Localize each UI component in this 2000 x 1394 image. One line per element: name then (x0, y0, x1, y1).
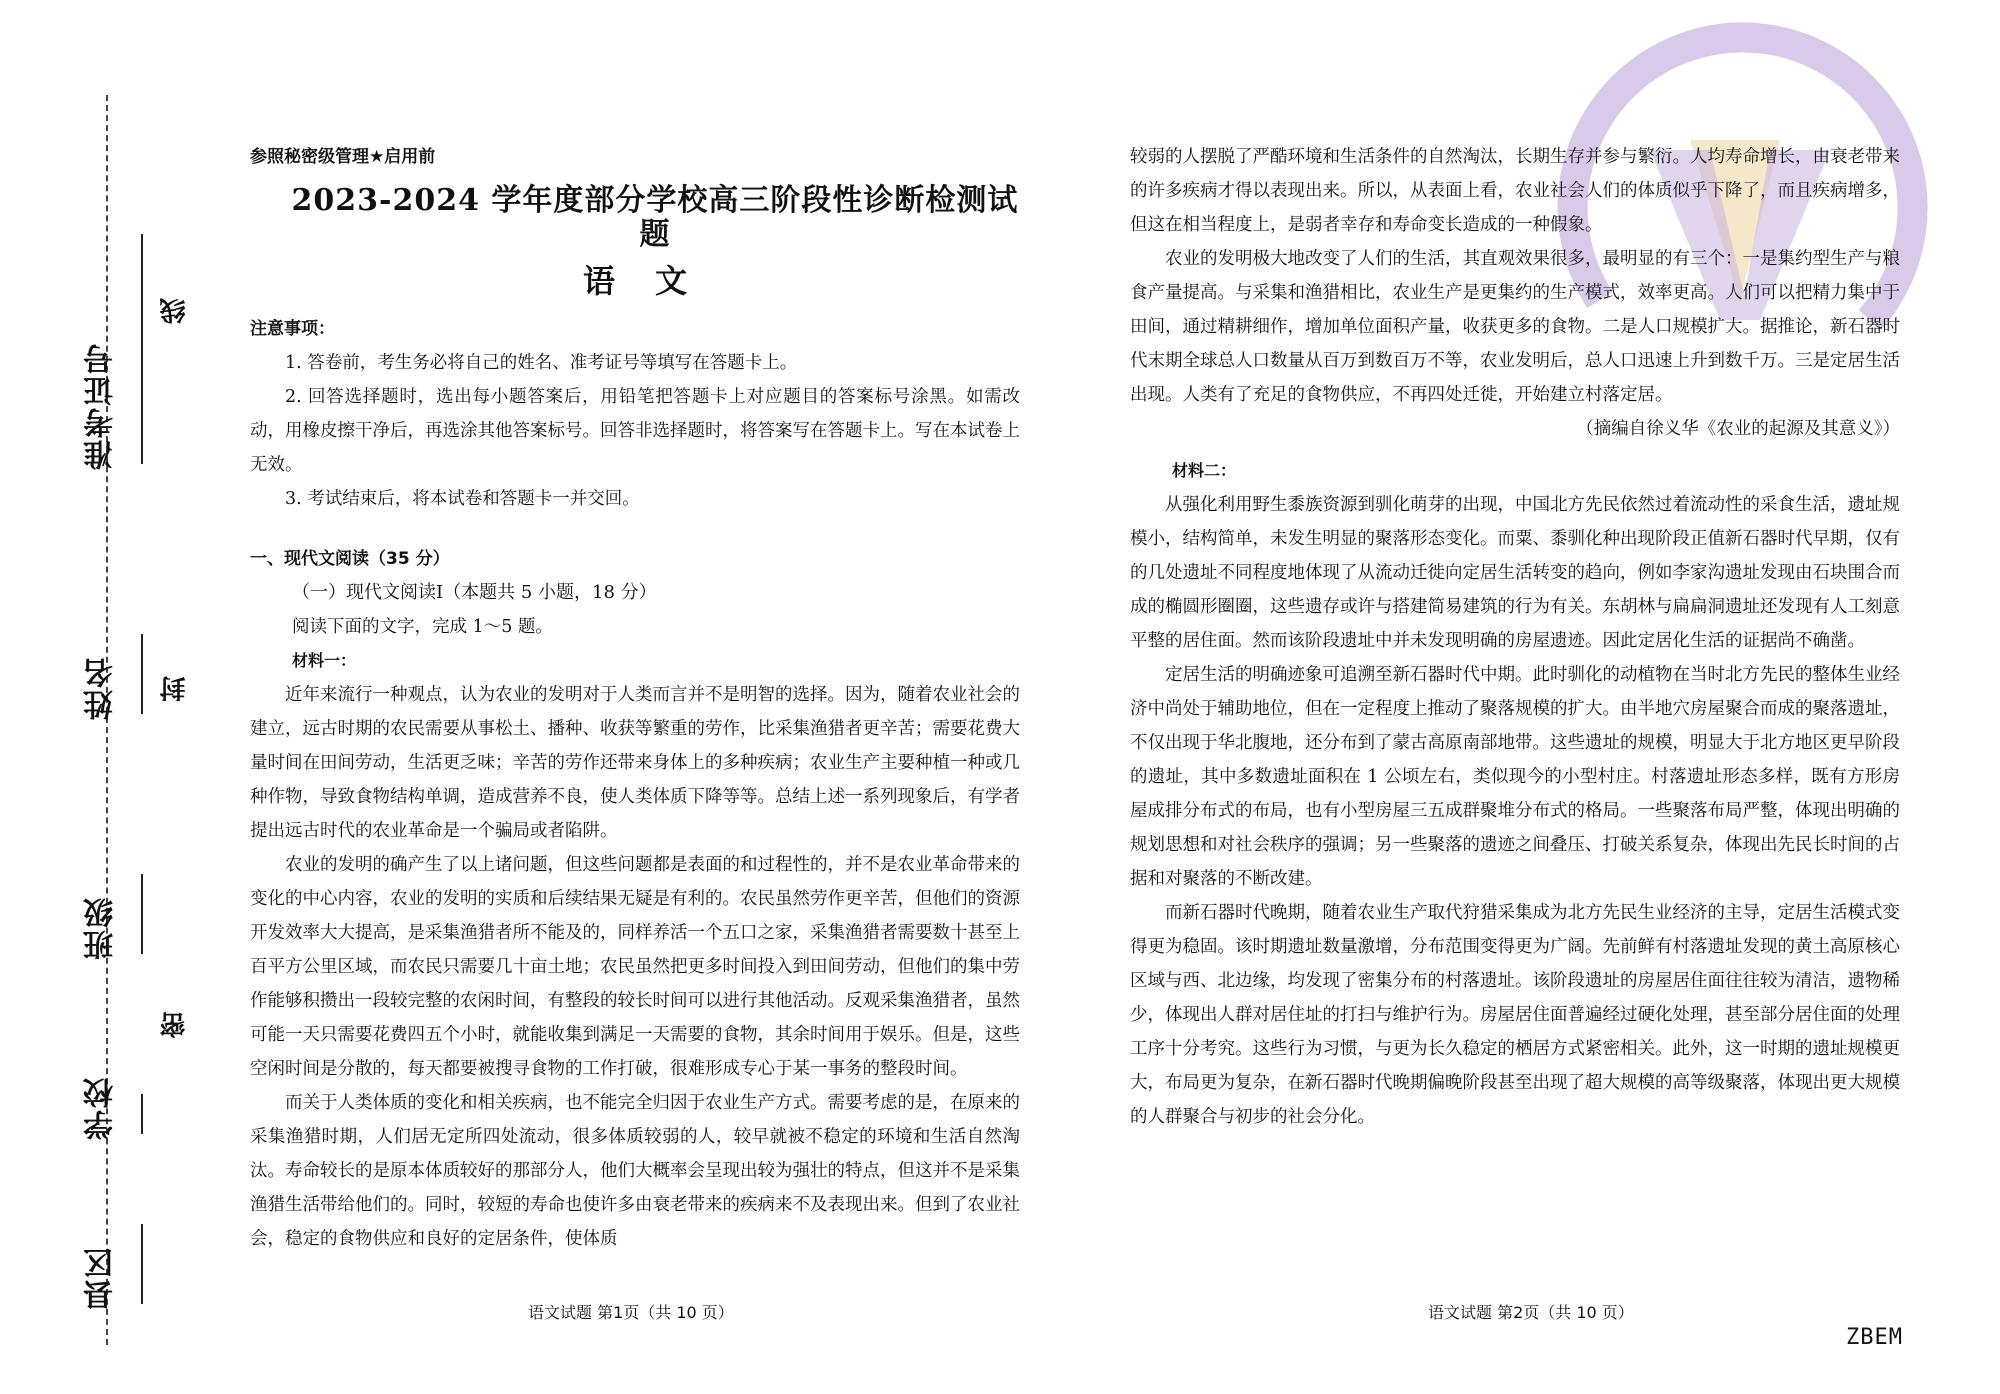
notice-item: 1. 答卷前，考生务必将自己的姓名、准考证号等填写在答题卡上。 (285, 353, 798, 373)
reading-instruction: 阅读下面的文字，完成 1～5 题。 (292, 617, 553, 637)
seal-mark-line: 线 (160, 298, 190, 324)
page-footer-left: 语文试题 第1页（共 10 页） (528, 1303, 734, 1322)
field-name-blank[interactable] (141, 634, 143, 714)
page-left (250, 130, 1020, 1256)
notice-item: 3. 考试结束后，将本试卷和答题卡一并交回。 (285, 489, 640, 509)
material-one-paragraph: 农业的发明极大地改变了人们的生活，其直观效果很多，最明显的有三个：一是集约型生产与粮食产量提高。与采集和渔猎相比，农业生产是更集约的生产模式，效率更高。人们可以把精力集中于田间，通过精耕细作，增加单位面积产量，收获更多的食物。二是人口规模扩大。据推论，新石器时代末期全球总人口数量从百万到数百万不等，农业发明后，总人口迅速上升到数千万。三是定居生活出现。人类有了充足的食物供应，不再四处迁徙，开始建立村落定居。 (1130, 249, 1900, 405)
seal-mark-secret: 密 (160, 1012, 190, 1038)
field-district-label: 县区 (84, 1246, 119, 1310)
material-one-paragraph: 近年来流行一种观点，认为农业的发明对于人类而言并不是明智的选择。因为，随着农业社会的建立，远古时期的农民需要从事松土、播种、收获等繁重的劳作，比采集渔猎者更辛苦；需要花费大量时间在田间劳动，生活更乏味；辛苦的劳作还带来身体上的多种疾病；农业生产主要种植一种或几种作物，导致食物结构单调，造成营养不良，使人类体质下降等等。总结上述一系列现象后，有学者提出远古时代的农业革命是一个骗局或者陷阱。 (250, 685, 1020, 841)
binding-margin (60, 110, 180, 1340)
field-class-blank[interactable] (141, 874, 143, 954)
field-school[interactable] (80, 1040, 119, 1140)
secret-label: 参照秘密级管理★启用前 (250, 147, 436, 167)
field-name-label: 姓名 (84, 656, 119, 720)
subject-title: 语文 (582, 262, 727, 300)
field-school-label: 学校 (84, 1076, 119, 1140)
field-exam-number-blank[interactable] (141, 234, 143, 464)
section-title: 一、现代文阅读（35 分） (250, 549, 450, 569)
exam-title: 2023-2024 学年度部分学校高三阶段性诊断检测试题 (291, 183, 1019, 252)
material-two-label: 材料二： (1172, 461, 1237, 480)
material-two-paragraph: 而新石器时代晚期，随着农业生产取代狩猎采集成为北方先民生业经济的主导，定居生活模式变得更为稳固。该时期遗址数量激增，分布范围变得更为广阔。先前鲜有村落遗址发现的黄土高原核心区域与西、北边缘，均发现了密集分布的村落遗址。该阶段遗址的房屋居住面往往较为清洁，遗物稀少，体现出人群对居住址的打扫与维护行为。房屋居住面普遍经过硬化处理，甚至部分居住面的处理工序十分考究。这些行为习惯，与更为长久稳定的栖居方式紧密相关。此外，这一时期的遗址规模更大，布局更为复杂，在新石器时代晚期偏晚阶段甚至出现了超大规模的高等级聚落，体现出更大规模的人群聚合与初步的社会分化。 (1130, 903, 1900, 1127)
field-exam-number[interactable] (80, 130, 119, 470)
material-one-paragraph: 农业的发明的确产生了以上诸问题，但这些问题都是表面的和过程性的，并不是农业革命带来的变化的中心内容，农业的发明的实质和后续结果无疑是有利的。农民虽然劳作更辛苦，但他们的资源开发效率大大提高，是采集渔猎者所不能及的，同样养活一个五口之家，采集渔猎者需要数十甚至上百平方公里区域，而农民只需要几十亩土地；农民虽然把更多时间投入到田间劳动，但他们的集中劳作能够积攒出一段较完整的农闲时间，有整段的较长时间可以进行其他活动。反观采集渔猎者，虽然可能一天只需要花费四五个小时，就能收集到满足一天需要的食物，其余时间用于娱乐。但是，这些空闲时间是分散的，每天都要被搜寻食物的工作打破，很难形成专心于某一事务的整段时间。 (250, 855, 1020, 1079)
material-one-paragraph: 而关于人类体质的变化和相关疾病，也不能完全归因于农业生产方式。需要考虑的是，在原来的采集渔猎时期，人们居无定所四处流动，很多体质较弱的人，较早就被不稳定的环境和生活自然淘汰。寿命较长的是原本体质较好的那部分人，他们大概率会呈现出较为强壮的特点，但这并不是采集渔猎生活带给他们的。同时，较短的寿命也使许多由衰老带来的疾病来不及表现出来。但到了农业社会，稳定的食物供应和良好的定居条件，使体质 (250, 1093, 1020, 1249)
notice-item: 2. 回答选择题时，选出每小题答案后，用铅笔把答题卡上对应题目的答案标号涂黑。如需改动，用橡皮擦干净后，再选涂其他答案标号。回答非选择题时，将答案写在答题卡上。写在本试卷上无效。 (250, 387, 1020, 475)
material-one-continuation: 较弱的人摆脱了严酷环境和生活条件的自然淘汰，长期生存并参与繁衍。人均寿命增长，由衰老带来的许多疾病才得以表现出来。所以，从表面上看，农业社会人们的体质似乎下降了，而且疾病增多，但这在相当程度上，是弱者幸存和寿命变长造成的一种假象。 (1130, 147, 1900, 235)
field-school-blank[interactable] (141, 1094, 143, 1134)
field-class[interactable] (80, 810, 119, 960)
subsection-title: （一）现代文阅读Ⅰ（本题共 5 小题，18 分） (292, 582, 657, 603)
field-exam-number-label: 准考证号 (84, 342, 119, 470)
field-district-blank[interactable] (141, 1224, 143, 1304)
page-footer-right: 语文试题 第2页（共 10 页） (1428, 1303, 1634, 1322)
field-name[interactable] (80, 570, 119, 720)
field-district[interactable] (80, 1160, 119, 1310)
material-two-paragraph: 定居生活的明确迹象可追溯至新石器时代中期。此时驯化的动植物在当时北方先民的整体生业经济中尚处于辅助地位，但在一定程度上推动了聚落规模的扩大。由半地穴房屋聚合而成的聚落遗址，不仅出现于华北腹地，还分布到了蒙古高原南部地带。这些遗址的规模，明显大于北方地区更早阶段的遗址，其中多数遗址面积在 1 公顷左右，类似现今的小型村庄。村落遗址形态多样，既有方形房屋成排分布式的布局，也有小型房屋三五成群聚堆分布式的格局。一些聚落布局严整，体现出明确的规划思想和对社会秩序的强调；另一些聚落的遗迹之间叠压、打破关系复杂，体现出先民长时间的占据和对聚落的不断改建。 (1130, 665, 1900, 889)
notice-title: 注意事项： (250, 319, 335, 339)
paper-code: ZBEM (1846, 1325, 1903, 1350)
seal-mark-seal: 封 (160, 676, 190, 702)
page-right (1130, 140, 1900, 1134)
material-two-paragraph: 从强化利用野生黍族资源到驯化萌芽的出现，中国北方先民依然过着流动性的采食生活，遗址规模小，结构简单，未发生明显的聚落形态变化。而粟、黍驯化种出现阶段正值新石器时代早期，仅有的几处遗址不同程度地体现了从流动迁徙向定居生活转变的趋向，例如李家沟遗址发现由石块围合而成的椭圆形圈圈，这些遗存或许与搭建简易建筑的行为有关。东胡林与扁扁洞遗址还发现有人工刻意平整的居住面。然而该阶段遗址中并未发现明确的房屋遗迹。因此定居化生活的证据尚不确凿。 (1130, 495, 1900, 651)
material-one-label: 材料一： (292, 651, 357, 670)
field-class-label: 班级 (84, 896, 119, 960)
material-one-source: （摘编自徐义华《农业的起源及其意义》） (1576, 419, 1900, 439)
